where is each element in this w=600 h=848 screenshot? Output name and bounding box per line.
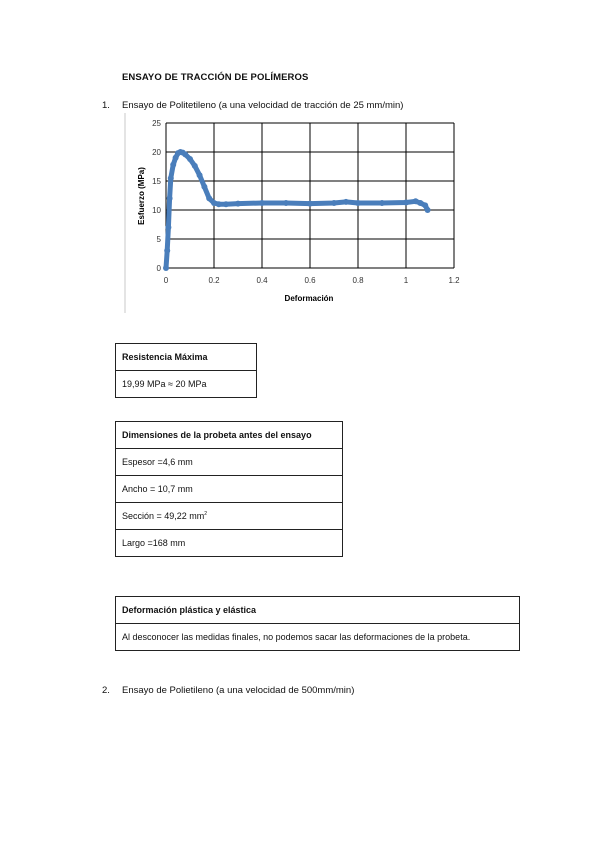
data-point (192, 163, 198, 169)
dimensiones-table (115, 421, 343, 557)
resistencia-value: 19,99 MPa ≈ 20 MPa (116, 371, 257, 398)
data-point (164, 248, 170, 254)
list-number: 2. (102, 685, 110, 696)
dimension-ancho: Ancho = 10,7 mm (116, 476, 343, 503)
y-tick-label: 10 (152, 206, 161, 215)
data-point (216, 201, 222, 207)
y-tick-label: 25 (152, 119, 161, 128)
x-tick-label: 0.4 (256, 276, 268, 285)
y-tick-label: 20 (152, 148, 161, 157)
list-item-2 (102, 685, 522, 699)
deformacion-table (115, 596, 520, 651)
document-title: ENSAYO DE TRACCIÓN DE POLÍMEROS (122, 72, 309, 83)
dimensiones-header: Dimensiones de la probeta antes del ensayo (116, 422, 343, 449)
y-tick-label: 0 (156, 264, 161, 273)
data-point (379, 200, 385, 206)
data-point (163, 265, 169, 271)
data-point (206, 195, 212, 201)
data-point (331, 200, 337, 206)
y-tick-label: 5 (156, 235, 161, 244)
data-point (355, 200, 361, 206)
data-point (223, 201, 229, 207)
seccion-superscript: 2 (204, 511, 208, 517)
list-item-text: Ensayo de Politetileno (a una velocidad de tracción de 25 mm/min) (122, 100, 404, 111)
resistencia-table (115, 343, 257, 398)
dimension-seccion (116, 503, 343, 530)
data-point (165, 224, 171, 230)
data-point (259, 200, 265, 206)
dimension-largo: Largo =168 mm (116, 530, 343, 557)
data-point (187, 156, 193, 162)
data-point (425, 207, 431, 213)
data-point (201, 184, 207, 190)
data-point (197, 172, 203, 178)
x-tick-label: 0 (163, 276, 169, 285)
y-axis-label: Esfuerzo (MPa) (137, 167, 146, 225)
data-point (182, 151, 188, 157)
dimension-espesor: Espesor =4,6 mm (116, 449, 343, 476)
x-tick-label: 1 (403, 276, 409, 285)
list-item-text: Ensayo de Polietileno (a una velocidad de 500mm/min) (122, 685, 355, 696)
x-tick-label: 0.6 (304, 276, 316, 285)
list-number: 1. (102, 100, 110, 111)
deformacion-note: Al desconocer las medidas finales, no podemos sacar las deformaciones de la probeta. (116, 624, 520, 651)
x-tick-label: 1.2 (448, 276, 460, 285)
stress-strain-chart (120, 108, 465, 313)
x-tick-label: 0.8 (352, 276, 364, 285)
deformacion-header: Deformación plástica y elástica (116, 597, 520, 624)
data-point (168, 175, 174, 181)
resistencia-header: Resistencia Máxima (116, 344, 257, 371)
x-tick-label: 0.2 (208, 276, 220, 285)
y-tick-label: 15 (152, 177, 161, 186)
data-point (307, 201, 313, 207)
data-point (235, 201, 241, 207)
data-point (170, 162, 176, 168)
data-point (403, 199, 409, 205)
x-axis-label: Deformación (284, 294, 334, 303)
data-point (283, 200, 289, 206)
data-point (167, 195, 173, 201)
data-point (343, 199, 349, 205)
seccion-text: Sección = 49,22 mm (122, 511, 205, 521)
